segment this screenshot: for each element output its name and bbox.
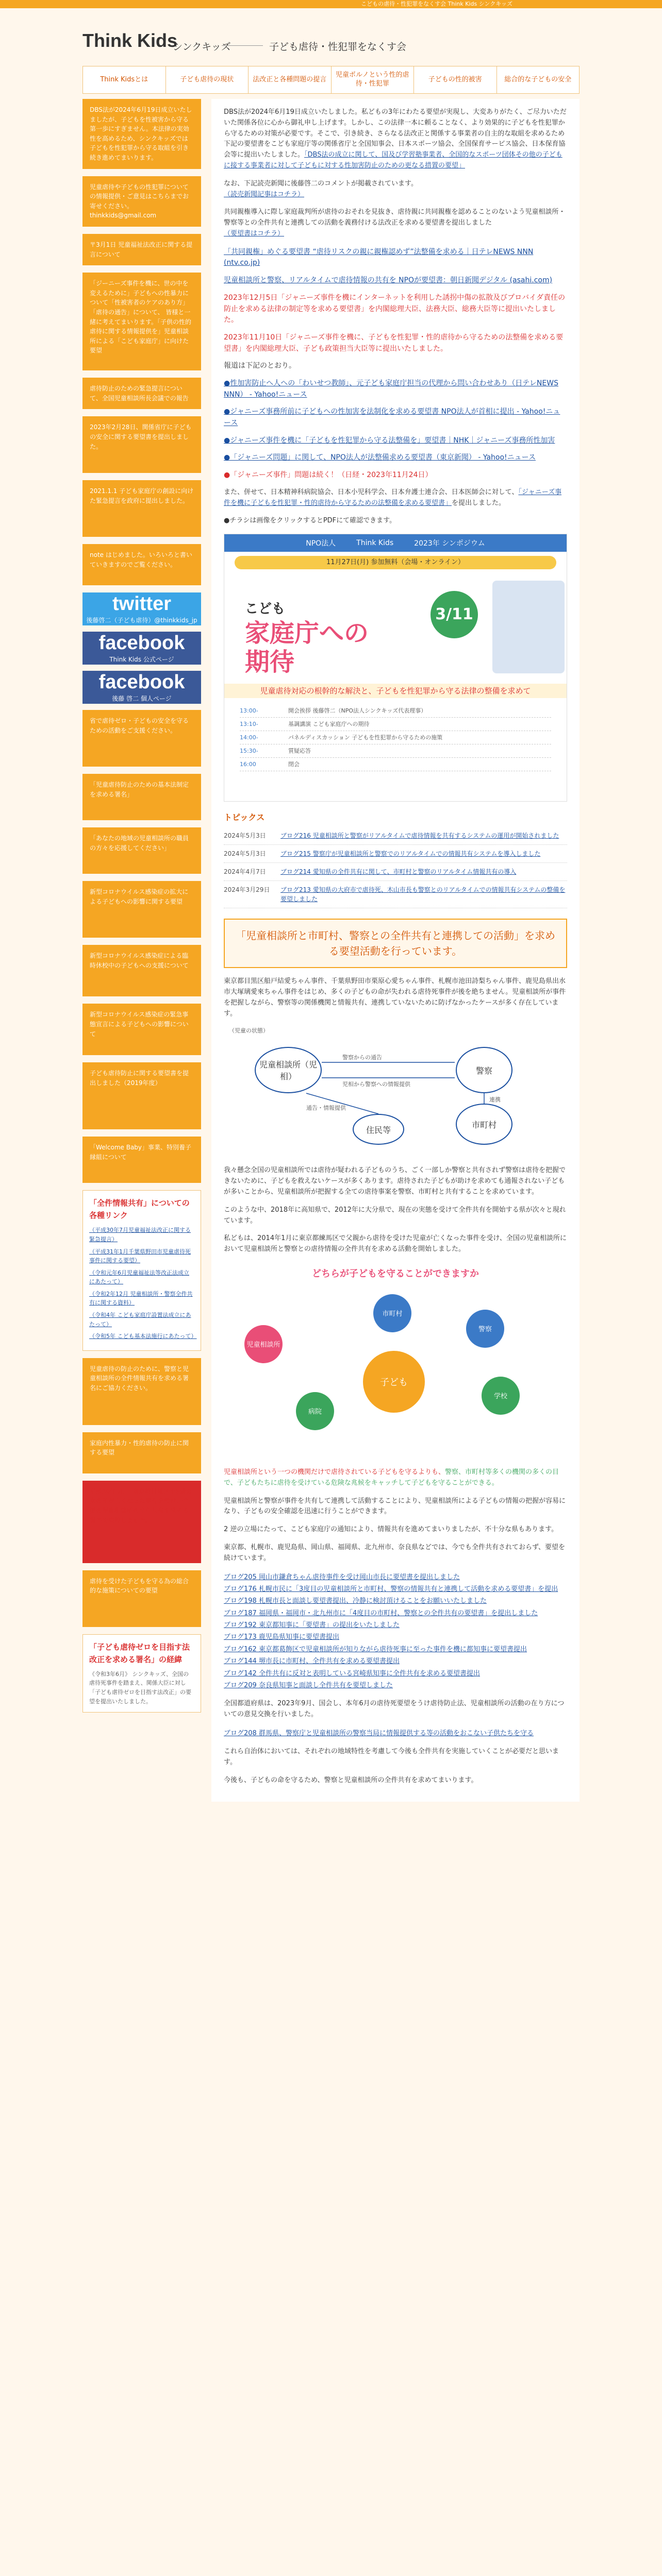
flyer-date-banner: 11月27日(月) 参加無料（会場・オンライン） [235,556,556,569]
sidebar-info-links [82,1190,201,1351]
twitter-logo-text: twitter [112,592,171,615]
site-tagline: 子ども虐待・性犯罪をなくす会 [269,41,407,53]
facebook-personal-label: 後藤 啓二 個人ページ [112,694,172,702]
sidebar-history [82,1634,201,1713]
nav-about[interactable]: Think Kidsとは [83,66,166,93]
flyer-speaker-photo [492,581,565,673]
ig-node-child: 子ども [363,1351,425,1413]
sidebar-banner-proposal[interactable]: 〒3月1日 児童福祉法改正に関する提言について [82,234,201,265]
news-item-yahoo-2[interactable]: ●ジャニーズ事務所前に子どもへの性加害を法制化を求める要望書 NPO法人が首相に提出 - Yahoo!ニュース [224,408,560,428]
news-item-tokyo[interactable]: ●「ジャニーズ問題」に関して、NPO法人が法整備求める要望書（東京新聞） - Yahoo!ニュース [224,453,536,462]
diagram-label-3: 通告・情報提供 [306,1105,346,1112]
program-row: 13:10- 基調講演 こども家庭庁への期待 [240,718,551,731]
blog-link[interactable]: ブログ205 岡山市鎌倉ちゃん虐待事件を受け岡山市長に要望書を提出しました [224,1573,460,1581]
news-intro: 共同親権導入に際し家庭裁判所が虐待のおそれを見抜き、虐待親に共同親権を認めることのないよう児童相談所・警察等との全件共有と連携しての活動を義務付ける法改正を求める要望書を提出しました （要望書はコチラ） [224,208,566,238]
blog-links [224,1571,567,1692]
section-text-10: 今後も、子どもの命を守るため、警察と児童相談所の全件共有を求めてまいります。 [224,1776,478,1784]
blog-link[interactable]: ブログ142 全件共有に反対と表明している宮崎県知事に全件共有を求める要望書提出 [224,1669,480,1677]
nav-child-safety[interactable]: 総合的な子どもの安全 [504,75,572,83]
protect-children-infographic [224,1263,567,1459]
info-links-title: 「全件情報共有」についての各種リンク [89,1198,190,1221]
program-row: 13:00- 開会挨拶 後藤啓二（NPO法人シンクキッズ代表理事） [240,704,551,718]
blog-link[interactable]: ブログ176 札幌市民に「3度目の児童相談所と市町村、警察の情報共有と連携して活動を求める要望書」を提出 [224,1585,558,1593]
sidebar-banner-johnnys[interactable]: 「ジーニーズ事件を機に、世の中を変えるために」子どもへの性暴力について「性被害者のケアのあり方」「虐待の通告」について、 皆様と一緒に考えてまいります。「子供の性的虐待に関する情報提供を」児童相談所による「こども家庭庁」に向けた要望 [82,273,201,370]
diagram-title: （児童の状態） [229,1027,269,1035]
site-header [82,23,580,64]
sidebar [82,99,201,1720]
sidebar-banner-request-2023[interactable]: 2023年2月28日、関係省庁に子どもの安全に関する要望書を提出しました。 [82,416,201,473]
blog-link[interactable]: ブログ192 東京都知事に「要望書」の提出をいたしました [224,1621,400,1630]
section-text-3: このような中、2018年に高知県で、2012年に大分県で、現在の実態を受けて全件共有を開始する県が次々と現れています。 [224,1206,566,1225]
blog-link[interactable]: ブログ144 堺市長に市町村、全件共有を求める要望書提出 [224,1657,400,1666]
flyer-event: 2023年 シンポジウム [414,539,485,548]
news-item-nov10: 2023年11月10日「ジャニーズ事件を機に、子どもを性犯罪・性的虐待から守るための法整備を求める要望書」を内閣総理大臣、子ども政策担当大臣等に提出いたしました。 [224,333,564,353]
diagram-node-jisou: 児童相談所（児相） [255,1047,322,1093]
sidebar-banner-comprehensive[interactable]: 虐待を受けた子どもを守る為の総合的な施策についての要望 [82,1570,201,1627]
diagram-label-4: 連携 [489,1096,501,1104]
news-report-label: 報道は下記のとおり。 [224,362,296,370]
gov-text: また、併せて、日本精神科病院協会、日本小児科学会、日本弁護士連合会、日本医師会に対して、「ジャニーズ事件を機に子どもを性犯罪・性的虐待から守るための法整備を求める要望書」を提出しました。 [224,488,562,507]
ig-node-school: 学校 [482,1377,520,1415]
section-text-5: 児童相談所と警察が事件を共有して連携して活動することにより、児童相談所による子どもの情報の把握が容易になり、子どもの安全確認を迅速に行うことができます。 [224,1497,566,1516]
diagram-label-1: 警察からの通告 [342,1054,382,1061]
sidebar-banner-agency[interactable]: 2021.1.1 子ども家庭庁の創設に向けた緊急提言を政府に提出しました。 [82,480,201,537]
infographic-title: どちらが子どもを守ることができますか [312,1268,479,1279]
history-text: 《令和3年6月》 シンクキッズ、全国の虐待死事件を踏まえ、関係大臣に対し「子ども虐待ゼロを目指す法改正」の要望を提出いたしました。 [89,1670,191,1705]
section-title-box: 「児童相談所と市町村、警察との全件共有と連携しての活動」を求める要望活動を行っています。 [224,919,567,968]
intro2-text: なお、下記読売新聞に後藤啓二のコメントが掲載されています。 （読売新聞記事はコチラ） [224,179,418,198]
sidebar-banner-meguro[interactable]: 平成30年3月、東京都目黒区で5歳の女の子が亡くなった事件を受け、全国の児童相談所の全件共有を求める署名を実施しました。 [82,1481,201,1563]
section-text-8: 全国都道府県は、2023年9月、国会し、本年6月の虐待死要望をうけ虐待防止法、児童相談所の活動の在り方についての意見交換を行いました。 [224,1700,565,1719]
blog-link-2-wrap [224,1727,567,1739]
facebook-logo-text: facebook [98,632,185,654]
request-doc-link[interactable]: （要望書はコチラ） [224,229,285,238]
sidebar-banner-contact[interactable]: 児童虐待や子どもの性犯罪についての情報提供・ご意見はこちらまでお寄せください。 thinkkids@gmail.com [82,176,201,227]
sidebar-banner-support[interactable]: 省で虐待ゼロ・子どもの安全を守るための活動をご支援ください。 [82,710,201,767]
facebook-logo-text-2: facebook [98,671,185,693]
sidebar-banner-request-2019[interactable]: 子ども虐待防止に関する要望書を提出しました（2019年度） [82,1062,201,1129]
info-sharing-diagram [224,1026,567,1155]
gov-link[interactable]: 「ジャニーズ事件を機に子どもを性犯罪・性的虐待から守るための法整備を求める要望書」 [224,488,562,507]
sidebar-banner-corona-1[interactable]: 新型コロナウイルス感染症の拡大による子どもへの影響に関する要望 [82,881,201,938]
news-item-dec5: 2023年12月5日「ジャニーズ事件を機にインターネットを利用した誘拐中傷の拡散及びプロバイダ責任の防止を求める法律の制定等を求める要望書」を内閣総理大臣、法務大臣、総務大臣等に提出いたしました。 [224,293,566,325]
twitter-banner[interactable] [82,592,201,625]
twitter-account: 後藤啓二（子ども虐待）@thinkkids_jp [86,616,197,624]
blog-link[interactable]: ブログ209 奈良県知事と面談し全件共有を要望しました [224,1682,393,1690]
section-text-9: これら自治体においては、それぞれの地域特性を考慮して今後も全件共有を実施していくことが必要だと思います。 [224,1748,559,1767]
history-title: 「子ども虐待ゼロを目指す法改正を求める署名」の経緯 [89,1642,190,1664]
logo-subtitle: シンクキッズ [173,41,231,53]
flyer-brand: Think Kids [356,539,394,548]
ig-node-city: 市町村 [373,1294,411,1332]
program-row: 16:00 閉会 [240,758,551,771]
blog-link[interactable]: ブログ198 札幌市長と面談し要望書提出、冷静に検討頂けることをお願いいたしました [224,1597,487,1605]
section-text-2: 我々懸念全国の児童相談所では虐待が疑われる子どものうち、ごく一部しか警察と共有されず警察は虐待を把握できないために、子どもを救えないケースが多くあります。虐待された子どもが助けを求めても通報されない子どもが多いことから、児童相談所が把握する全ての虐待事案を警察、市町村と共有することを求めています。 [224,1166,566,1196]
news-item-ntv[interactable]: 「共同親権」めぐる要望書 “虐待リスクの親に親権認めず”法整備を求める｜日テレNEWS NNN (ntv.co.jp) [224,247,534,267]
flyer-header [224,534,567,552]
top-bar-text: こどもの虐待・性犯罪をなくす会 Think Kids シンクキッズ [361,1,512,7]
flyer-org: NPO法人 [306,539,336,548]
info-link-2[interactable]: （平成31年1月千葉県野田市児童虐待死事件に関する要望） [89,1248,191,1264]
diagram-label-2: 児相から警察への情報提供 [342,1081,410,1088]
blog-link[interactable]: ブログ187 福岡県・福岡市・北九州市に「4度目の市町村、警察との全件共有の要望書」を提出しました [224,1609,538,1617]
diagram-arrows [224,1026,567,1155]
sidebar-banner-emergency[interactable]: 虐待防止のための緊急提言について、全国児童相談所長会議での報告 [82,378,201,409]
sidebar-banner-family-violence[interactable]: 家庭内性暴力・性的虐待の防止に関する要望 [82,1432,201,1473]
sidebar-banner-corona-3[interactable]: 新型コロナウイルス感染症の緊急事態宣言による子どもへの影響について [82,1004,201,1055]
topic-item: 2024年4月7日 ブログ214 愛知県の全件共有に関して、市町村と警察のリアルタイム情報共有の導入 [224,863,567,881]
facebook-personal-banner[interactable] [82,671,201,704]
sidebar-banner-cheer[interactable]: 「あなたの地域の児童相談所の職員の方々を応援してください」 [82,827,201,874]
flyer-theme-band: 児童虐待対応の根幹的な解決と、子どもを性犯罪から守る法律の整備を求めて [224,684,567,698]
flyer-title: こども 家庭庁への 期待 [245,601,369,676]
info-link-1[interactable]: （平成30年7月児童福祉法改正に関する緊急提言） [89,1227,191,1243]
topic-item: 2024年5月3日 ブログ215 警察庁が児童相談所と警察でのリアルタイムでの情報共有システムを導入しました [224,845,567,863]
facebook-official-banner[interactable] [82,632,201,665]
nav-law-reform[interactable]: 法改正と各種問題の提言 [249,66,332,93]
flyer-program [240,704,551,792]
sidebar-banner-note[interactable]: note はじめました。いろいろと書いていきますのでご覧ください。 [82,544,201,585]
info-link-4[interactable]: （令和2年12月 児童相談所・警察全件共有に関する資料） [89,1290,193,1307]
main-content [211,99,580,1802]
flyer-note: ●チラシは画像をクリックするとPDFにて確認できます。 [224,517,396,525]
topics-title: トピックス [224,812,265,823]
ig-node-jisou: 児童相談所 [244,1325,283,1363]
diagram-node-city: 市町村 [456,1104,512,1145]
blog-link[interactable]: ブログ173 鹿児島県知事に要望書提出 [224,1633,339,1641]
infographic-caption: 児童相談所という一つの機関だけで虐待されている子どもを守るよりも、警察、市町村等多くの機関の多くの目で、子どもたちに虐待を受けている危険な兆候をキャッチして子どもを守ることができる。 [224,1468,559,1487]
facebook-official-label: Think Kids 公式ページ [109,655,174,663]
section-text-4: 私どもは、2014年1月に東京都練馬区で父親から虐待を受けた児童が亡くなった事件を受け、全国の児童相談所において児童相談所と警察との虐待情報の全件共有を求める活動を開始しました。 [224,1234,567,1253]
diagram-node-residents: 住民等 [353,1114,404,1145]
blog-link[interactable]: ブログ208 群馬県、警察庁と児童相談所の警察当局に情報提供する等の活動をおこない子供たちを守る [224,1730,534,1737]
news-item-yahoo-1[interactable]: ●性加害防止へ人への「わいせつ教師」、元子ども家庭庁担当の代理から問い合わせあり（日テレNEWS NNN） - Yahoo!ニュース [224,379,558,399]
logo-divider [222,45,263,46]
flyer-date-circle: 3/11 [431,591,478,638]
info-link-6[interactable]: （令和5年 こども基本法施行にあたって） [89,1333,197,1340]
info-link-5[interactable]: （令和4年 こども家庭庁設置法成立にあたって） [89,1312,191,1328]
site-logo[interactable]: Think Kids [82,30,178,51]
section-text-6: 2 逆の立場にたって、こども家庭庁の通知により、情報共有を進めてまいりましたが、不十分な県もあります。 [224,1526,558,1534]
ig-node-hospital: 病院 [296,1392,334,1430]
nav-child-porn[interactable]: 児童ポルノという性的虐待・性犯罪 [332,66,415,93]
symposium-flyer[interactable] [224,534,567,802]
news-item-nikkei[interactable]: ●「ジャニーズ事件」問題は続く！（日経・2023年11月24日） [224,471,433,480]
ig-node-police: 警察 [466,1310,504,1348]
program-row: 15:30- 質疑応答 [240,744,551,758]
diagram-node-police: 警察 [456,1047,512,1093]
sidebar-banner-share-petition[interactable]: 児童虐待の防止のために、警察と児童相談所の全件情報共有を求める署名にご協力ください。 [82,1358,201,1425]
section-text-7: 東京都、札幌市、鹿児島県、岡山県、福岡県、北九州市、奈良県などでは、今でも全件共有されておらず、要望を続けています。 [224,1543,565,1562]
topic-item: 2024年3月29日 ブログ213 愛知県の大府市で虐待死、木山市長も警察とのリアルタイムでの情報共有システムの整備を要望しました [224,881,567,908]
yomiuri-link[interactable]: （読売新聞記事はコチラ） [224,190,305,198]
info-link-3[interactable]: （令和元年6月児童福祉法等改正法成立にあたって） [89,1269,189,1285]
sidebar-banner-corona-2[interactable]: 新型コロナウイルス感染症による臨時休校中の子どもへの支援について [82,945,201,996]
top-bar [0,0,662,8]
nav-abuse-status[interactable]: 子ども虐待の現状 [166,66,249,93]
blog-link[interactable]: ブログ162 東京都葛飾区で児童相談所が知りながら虐待死事に至った事件を機に都知事に要望書提出 [224,1645,527,1653]
nav-sexual-harm[interactable]: 子どもの性的被害 [414,66,497,93]
topics-section [224,811,567,908]
topic-item: 2024年5月3日 ブログ216 児童相談所と警察がリアルタイムで虐待情報を共有するシステムの運用が開始されました [224,827,567,845]
section-text-1: 東京都目黒区船戸結愛ちゃん事件、千葉県野田市栗原心愛ちゃん事件、札幌市池田詩梨ちゃん事件、鹿児島県出水市大塚璃愛來ちゃん事件をはじめ、多くの子どもの命が失われる虐待死事件が後を絶ちません。児童相談所が事件を把握しながら、警察等の関係機関と情報共有、連携していないために防げなかったケースが多く存在しています。 [224,977,566,1018]
intro-text: DBS法が2024年6月19日成立いたしました。私どもの3年にわたる要望が実現し、大変ありがたく、ご尽力いただいた関係各位に心から御礼申し上げます。しかし、この法律一本に頼ることなく、より効果的に子どもを性犯罪から守るための対策が必要です。そこで、引き続き、さらなる法改正と関係する事業者の自主的な取組を求めるため下記の要望書をこども家庭庁等の関係省庁と全国知事会、日本スポーツ協会、全国保育サービス協会、日本保育協会等に提出いたしました。「DBS法の成立に関して、国及び学習塾事業者、全国的なスポーツ団体その他の子どもに接する事業者に対して子どもに対する性加害防止のための更なる措置の要望」 [224,108,567,170]
main-nav [82,66,580,94]
news-item-nhk[interactable]: ●ジャニーズ事件を機に「子どもを性犯罪から守る法整備を」要望書｜NHK｜ジャニーズ事務所性加害 [224,436,555,445]
program-row: 14:00- パネルディスカッション 子どもを性犯罪から守るための施策 [240,731,551,744]
news-item-asahi[interactable]: 児童相談所と警察、リアルタイムで虐待情報の共有を NPOが要望書：朝日新聞デジタル (asahi.com) [224,276,553,285]
sidebar-banner-welcome-baby[interactable]: 「Welcome Baby」事業、特別養子縁組について [82,1137,201,1183]
contact-email[interactable]: thinkkids@gmail.com [90,212,157,219]
sidebar-banner-petition[interactable]: 「児童虐待防止のための基本法制定を求める署名」 [82,774,201,820]
sidebar-banner-dbs[interactable]: DBS法が2024年6月19日成立いたしましたが、子どもを性被害から守る第一歩にすぎません。本法律の実効性を高めるため、シンクキッズでは子どもを性犯罪から守る取組を引き続き進めてまいります。 [82,99,201,169]
intro-link[interactable]: 「DBS法の成立に関して、国及び学習塾事業者、全国的なスポーツ団体その他の子どもに接する事業者に対して子どもに対する性加害防止のための更なる措置の要望」 [224,151,562,170]
